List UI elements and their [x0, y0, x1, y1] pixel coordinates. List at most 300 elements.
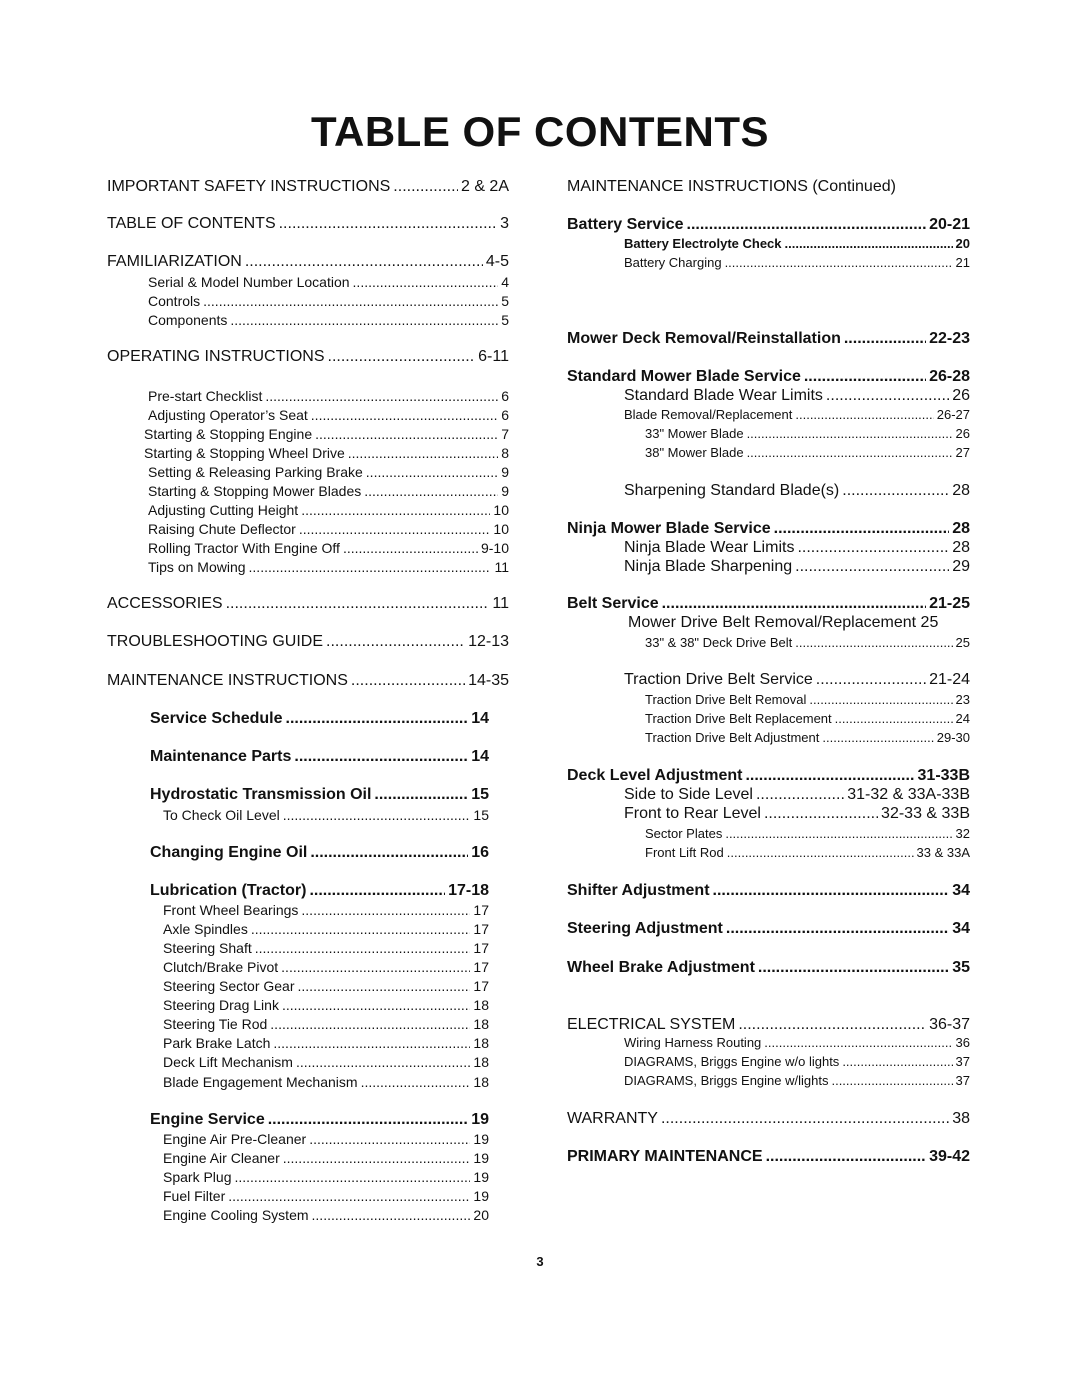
dot-leader [255, 941, 471, 955]
toc-entry-maintenance-instructions [107, 673, 509, 689]
toc-entry-label: Traction Drive Belt Adjustment [645, 730, 820, 745]
dot-leader [268, 1112, 468, 1128]
toc-entry-label: Engine Air Cleaner [163, 1150, 280, 1166]
toc-entry-label: Adjusting Cutting Height [148, 502, 299, 518]
toc-entry-page: 14-35 [468, 672, 509, 689]
toc-entry-page: 38 [952, 1110, 970, 1127]
toc-entry-page: 7 [501, 426, 509, 442]
toc-entry-page: 34 [952, 882, 970, 899]
toc-entry-sector-plates [645, 827, 970, 840]
toc-entry-page: 32-33 & 33B [881, 805, 970, 822]
toc-entry-ninja-mower-blade-service [567, 521, 970, 537]
dot-leader [758, 960, 949, 976]
dot-leader [745, 768, 914, 784]
toc-entry-familiarization [107, 254, 509, 270]
toc-entry-label: Battery Service [567, 216, 684, 233]
toc-entry-label: DIAGRAMS, Briggs Engine w/o lights [624, 1054, 840, 1069]
toc-entry-page: 4-5 [485, 253, 509, 270]
toc-entry-label: DIAGRAMS, Briggs Engine w/lights [624, 1073, 829, 1088]
toc-entry-label: Pre-start Checklist [148, 388, 263, 404]
toc-entry-label: 33" Mower Blade [645, 426, 744, 441]
toc-entry-front-to-rear-level [624, 806, 970, 822]
toc-entry-side-to-side-level [624, 787, 970, 803]
toc-entry-label: Front to Rear Level [624, 805, 761, 822]
dot-leader [842, 483, 949, 499]
dot-leader [361, 1075, 471, 1089]
toc-entry-traction-drive-belt-removal [645, 693, 970, 706]
toc-entry-page: 6 [501, 407, 509, 423]
toc-entry-starting-stopping-engine [144, 427, 509, 441]
toc-entry-page: 29 [952, 558, 970, 575]
toc-entry-page: 17 [473, 978, 489, 994]
toc-entry-primary-maintenance [567, 1149, 970, 1165]
dot-leader [279, 216, 497, 232]
toc-entry-page: 28 [952, 520, 970, 537]
dot-leader [713, 883, 950, 899]
toc-entry-blade-engagement-mechanism [163, 1075, 489, 1089]
toc-entry-label: Wheel Brake Adjustment [567, 959, 755, 976]
dot-leader [795, 408, 933, 421]
dot-leader [726, 921, 949, 937]
toc-entry-steering-adjustment [567, 921, 970, 937]
toc-entry-page: 18 [473, 1054, 489, 1070]
toc-entry-page: 20 [473, 1207, 489, 1223]
toc-entry-to-check-oil-level [163, 808, 489, 822]
dot-leader [687, 217, 927, 233]
toc-entry-page: 19 [473, 1169, 489, 1185]
toc-entry-page: 17 [473, 902, 489, 918]
toc-entry-page: 39-42 [929, 1148, 970, 1165]
dot-leader [234, 1170, 470, 1184]
toc-entry-battery-service [567, 217, 970, 233]
dot-leader [747, 446, 953, 459]
dot-leader [282, 998, 470, 1012]
toc-entry-lubrication-tractor [150, 883, 489, 899]
toc-entry-page: 6-11 [478, 348, 509, 365]
toc-entry-page: 36 [955, 1035, 970, 1050]
dot-leader [283, 1151, 471, 1165]
toc-entry-label: Ninja Blade Wear Limits [624, 539, 795, 556]
toc-entry-38-mower-blade [645, 446, 970, 459]
toc-entry-label: Deck Level Adjustment [567, 767, 743, 784]
toc-entry-raising-chute-deflector [148, 522, 509, 536]
toc-entry-pre-start-checklist [148, 389, 509, 403]
dot-leader [249, 560, 492, 574]
dot-leader [797, 540, 949, 556]
toc-entry-page: 9 [501, 483, 509, 499]
toc-entry-page: 24 [955, 711, 970, 726]
toc-entry-page: 26 [955, 426, 970, 441]
toc-entry-33-mower-blade [645, 427, 970, 440]
toc-entry-label: Standard Blade Wear Limits [624, 387, 823, 404]
toc-entry-steering-tie-rod [163, 1017, 489, 1031]
toc-entry-page: 34 [952, 920, 970, 937]
toc-entry-diagrams-briggs-engine-w-lights [624, 1074, 970, 1087]
dot-leader [795, 636, 952, 649]
dot-leader [311, 408, 498, 422]
toc-entry-page: 21 [955, 255, 970, 270]
toc-entry-page: 25 [955, 635, 970, 650]
toc-entry-page: 6 [501, 388, 509, 404]
toc-entry-operating-instructions [107, 349, 509, 365]
toc-entry-label: Steering Drag Link [163, 997, 279, 1013]
page-number: 3 [536, 1254, 544, 1269]
toc-entry-page: 37 [955, 1054, 970, 1069]
toc-entry-label: Engine Service [150, 1111, 265, 1128]
dot-leader [366, 465, 498, 479]
toc-entry-label: Steering Adjustment [567, 920, 723, 937]
dot-leader [348, 446, 498, 460]
dot-leader [296, 1055, 470, 1069]
toc-entry-page: 28 [952, 539, 970, 556]
toc-entry-serial-model-number-location [148, 275, 509, 289]
dot-leader [203, 294, 498, 308]
toc-entry-page: 5 [501, 293, 509, 309]
dot-leader [826, 388, 949, 404]
toc-entry-rolling-tractor-with-engine-off [148, 541, 509, 555]
toc-entry-label: Starting & Stopping Wheel Drive [144, 445, 345, 461]
toc-entry-page: 10 [493, 502, 509, 518]
toc-entry-label: Ninja Blade Sharpening [624, 558, 793, 575]
toc-entry-belt-service [567, 596, 970, 612]
toc-entry-page: 19 [473, 1131, 489, 1147]
dot-leader [273, 1036, 470, 1050]
toc-entry-page: 18 [473, 1074, 489, 1090]
toc-entry-label: Standard Mower Blade Service [567, 368, 801, 385]
dot-leader [835, 712, 953, 725]
toc-entry-engine-cooling-system [163, 1208, 489, 1222]
toc-entry-components [148, 313, 509, 327]
toc-entry-page: 11 [494, 559, 509, 575]
toc-entry-label: Adjusting Operator’s Seat [148, 407, 308, 423]
toc-entry-page: 8 [501, 445, 509, 461]
toc-entry-steering-shaft [163, 941, 489, 955]
toc-entry-label: Front Wheel Bearings [163, 902, 299, 918]
dot-leader [270, 1017, 470, 1031]
toc-entry-wheel-brake-adjustment [567, 960, 970, 976]
toc-entry-engine-service [150, 1112, 489, 1128]
toc-entry-label: Shifter Adjustment [567, 882, 710, 899]
toc-entry-ninja-blade-wear-limits [624, 540, 970, 556]
dot-leader [301, 903, 470, 917]
dot-leader [725, 827, 952, 840]
toc-entry-maintenance-parts [150, 749, 489, 765]
toc-entry-label: WARRANTY [567, 1110, 658, 1127]
dot-leader [226, 596, 490, 612]
toc-entry-label: Wiring Harness Routing [624, 1035, 762, 1050]
toc-entry-page: 22-23 [929, 330, 970, 347]
toc-entry-mower-deck-removal-reinstallation [567, 331, 970, 347]
toc-entry-page: 15 [473, 807, 489, 823]
toc-entry-battery-charging [624, 256, 970, 269]
dot-leader [228, 1189, 470, 1203]
toc-entry-deck-level-adjustment [567, 768, 970, 784]
dot-leader [328, 349, 476, 365]
toc-entry-label: Steering Shaft [163, 940, 252, 956]
toc-entry-label: Hydrostatic Transmission Oil [150, 786, 372, 803]
toc-entry-important-safety-instructions [107, 179, 509, 195]
toc-entry-page: 28 [952, 482, 970, 499]
dot-leader [661, 1111, 949, 1127]
toc-entry-page: 33 & 33A [916, 845, 970, 860]
toc-entry-page: 14 [471, 710, 489, 727]
toc-entry-page: 19 [473, 1188, 489, 1204]
toc-entry-page: 9 [501, 464, 509, 480]
toc-entry-label: Traction Drive Belt Removal [645, 692, 807, 707]
toc-entry-label: Setting & Releasing Parking Brake [148, 464, 363, 480]
toc-entry-label: Battery Electrolyte Check [624, 236, 782, 251]
toc-entry-adjusting-operator-s-seat [148, 408, 509, 422]
toc-entry-axle-spindles [163, 922, 489, 936]
toc-entry-steering-drag-link [163, 998, 489, 1012]
toc-entry-page: 4 [501, 274, 509, 290]
toc-entry-label: Spark Plug [163, 1169, 232, 1185]
toc-entry-page: 21-24 [929, 671, 970, 688]
toc-entry-traction-drive-belt-adjustment [645, 731, 970, 744]
dot-leader [353, 275, 499, 289]
toc-entry-label: Tips on Mowing [148, 559, 246, 575]
dot-leader [326, 634, 465, 650]
toc-entry-page: 29-30 [936, 730, 970, 745]
dot-leader [351, 673, 465, 689]
toc-entry-page: 17 [473, 940, 489, 956]
dot-leader [301, 503, 490, 517]
toc-entry-engine-air-pre-cleaner [163, 1132, 489, 1146]
toc-entry-page: 26-27 [936, 407, 970, 422]
toc-entry-page: 17 [473, 921, 489, 937]
toc-entry-label: Battery Charging [624, 255, 722, 270]
toc-entry-troubleshooting-guide [107, 634, 509, 650]
toc-entry-page: 5 [501, 312, 509, 328]
toc-entry-page: 10 [493, 521, 509, 537]
toc-entry-page: 26-28 [929, 368, 970, 385]
dot-leader [774, 521, 950, 537]
toc-entry-service-schedule [150, 711, 489, 727]
toc-entry-label: Lubrication (Tractor) [150, 882, 307, 899]
toc-entry-page: 35 [952, 959, 970, 976]
toc-entry-label: IMPORTANT SAFETY INSTRUCTIONS [107, 178, 391, 195]
dot-leader [343, 541, 478, 555]
toc-entry-label: Ninja Mower Blade Service [567, 520, 771, 537]
toc-entry-label: TROUBLESHOOTING GUIDE [107, 633, 324, 650]
toc-entry-changing-engine-oil [150, 845, 489, 861]
toc-entry-front-wheel-bearings [163, 903, 489, 917]
toc-entry-page: 23 [955, 692, 970, 707]
toc-entry-page: 19 [473, 1150, 489, 1166]
toc-entry-label: Front Lift Rod [645, 845, 724, 860]
toc-entry-standard-mower-blade-service [567, 369, 970, 385]
dot-leader [764, 806, 878, 822]
toc-entry-page: 32 [955, 826, 970, 841]
toc-entry-label: Clutch/Brake Pivot [163, 959, 279, 975]
toc-entry-page: 31-33B [917, 767, 970, 784]
toc-entry-page: 17-18 [448, 882, 489, 899]
dot-leader [299, 522, 491, 536]
toc-entry-fuel-filter [163, 1189, 489, 1203]
dot-leader [230, 313, 498, 327]
toc-entry-hydrostatic-transmission-oil [150, 787, 489, 803]
toc-entry-label: 33" & 38" Deck Drive Belt [645, 635, 793, 650]
toc-entry-page: 15 [471, 786, 489, 803]
toc-entry-page: 9-10 [480, 540, 509, 556]
dot-leader [738, 1017, 926, 1033]
dot-leader [764, 1036, 952, 1049]
toc-entry-label: Engine Cooling System [163, 1207, 309, 1223]
toc-entry-page: 2 & 2A [460, 178, 509, 195]
toc-entry-clutch-brake-pivot [163, 960, 489, 974]
toc-entry-label: Components [148, 312, 228, 328]
toc-entry-traction-drive-belt-replacement [645, 712, 970, 725]
toc-entry-label: FAMILIARIZATION [107, 253, 242, 270]
toc-entry-page: 26 [952, 387, 970, 404]
toc-entry-label: TABLE OF CONTENTS [107, 215, 276, 232]
toc-entry-page: 3 [500, 215, 509, 232]
dot-leader [844, 331, 926, 347]
dot-leader [842, 1055, 952, 1068]
toc-entry-page: 17 [473, 959, 489, 975]
toc-entry-page: 14 [471, 748, 489, 765]
toc-entry-label: ELECTRICAL SYSTEM [567, 1016, 736, 1033]
toc-entry-label: Starting & Stopping Engine [144, 426, 313, 442]
dot-leader [309, 1132, 470, 1146]
dot-leader [245, 254, 483, 270]
toc-entry-label: Steering Sector Gear [163, 978, 295, 994]
toc-entry-blade-removal-replacement [624, 408, 970, 421]
toc-entry-page: 19 [471, 1111, 489, 1128]
toc-entry-steering-sector-gear [163, 979, 489, 993]
dot-leader [309, 883, 445, 899]
toc-entry-page: 20-21 [929, 216, 970, 233]
toc-entry-traction-drive-belt-service [624, 672, 970, 688]
toc-entry-label: Raising Chute Deflector [148, 521, 296, 537]
toc-entry-label: Traction Drive Belt Service [624, 671, 813, 688]
toc-entry-ninja-blade-sharpening [624, 559, 970, 575]
toc-entry-starting-stopping-mower-blades [148, 484, 509, 498]
toc-entry-table-of-contents [107, 216, 509, 232]
toc-entry-label: PRIMARY MAINTENANCE [567, 1148, 763, 1165]
dot-leader [294, 749, 468, 765]
toc-entry-controls [148, 294, 509, 308]
toc-entry-label: Mower Drive Belt Removal/Replacement 25 [628, 614, 939, 631]
toc-entry-label: Steering Tie Rod [163, 1016, 268, 1032]
dot-leader [286, 711, 469, 727]
toc-entry-page: 27 [955, 445, 970, 460]
toc-entry-label: To Check Oil Level [163, 807, 280, 823]
toc-entry-page: 21-25 [929, 595, 970, 612]
dot-leader [312, 1208, 471, 1222]
toc-entry-engine-air-cleaner [163, 1151, 489, 1165]
toc-entry-label: Side to Side Level [624, 786, 753, 803]
toc-entry-accessories [107, 596, 509, 612]
dot-leader [310, 845, 468, 861]
toc-entry-diagrams-briggs-engine-w-o-lights [624, 1055, 970, 1068]
dot-leader [756, 787, 844, 803]
dot-leader [809, 693, 952, 706]
toc-entry-label: Sharpening Standard Blade(s) [624, 482, 840, 499]
toc-entry-label: Service Schedule [150, 710, 283, 727]
toc-entry-tips-on-mowing [148, 560, 509, 574]
dot-leader [298, 979, 471, 993]
dot-leader [662, 596, 926, 612]
toc-entry-adjusting-cutting-height [148, 503, 509, 517]
toc-entry-page: 18 [473, 997, 489, 1013]
toc-entry-label: ACCESSORIES [107, 595, 223, 612]
toc-entry-label: Starting & Stopping Mower Blades [148, 483, 362, 499]
toc-entry-shifter-adjustment [567, 883, 970, 899]
toc-entry-label: Sector Plates [645, 826, 723, 841]
dot-leader [816, 672, 926, 688]
toc-entry-sharpening-standard-blade-s [624, 483, 970, 499]
toc-entry-label: Mower Deck Removal/Reinstallation [567, 330, 841, 347]
toc-entry-starting-stopping-wheel-drive [144, 446, 509, 460]
toc-entry-electrical-system [567, 1017, 970, 1033]
dot-leader [281, 960, 470, 974]
toc-entry-label: Changing Engine Oil [150, 844, 308, 861]
toc-entry-label: Belt Service [567, 595, 659, 612]
toc-entry-park-brake-latch [163, 1036, 489, 1050]
dot-leader [795, 559, 949, 575]
dot-leader [374, 787, 468, 803]
dot-leader [393, 179, 458, 195]
toc-entry-label: Park Brake Latch [163, 1035, 271, 1051]
toc-entry-standard-blade-wear-limits [624, 388, 970, 404]
dot-leader [785, 237, 953, 250]
toc-entry-label: OPERATING INSTRUCTIONS [107, 348, 325, 365]
dot-leader [804, 369, 926, 385]
toc-entry-label: Maintenance Parts [150, 748, 292, 765]
toc-entry-page: 11 [492, 595, 509, 612]
toc-entry-page: 18 [473, 1035, 489, 1051]
dot-leader [251, 922, 471, 936]
toc-entry-battery-electrolyte-check [624, 237, 970, 250]
toc-entry-front-lift-rod [645, 846, 970, 859]
dot-leader [265, 389, 498, 403]
toc-entry-deck-lift-mechanism [163, 1055, 489, 1069]
toc-entry-label: Axle Spindles [163, 921, 248, 937]
toc-entry-setting-releasing-parking-brake [148, 465, 509, 479]
right-column-header: MAINTENANCE INSTRUCTIONS (Continued) [567, 178, 896, 195]
toc-entry-page: 31-32 & 33A-33B [847, 786, 970, 803]
page-title: TABLE OF CONTENTS [310, 108, 770, 155]
toc-entry-label: 38" Mower Blade [645, 445, 744, 460]
toc-entry-label: Fuel Filter [163, 1188, 226, 1204]
dot-leader [283, 808, 471, 822]
toc-entry-mower-drive-belt-removal-replacement-25 [628, 615, 970, 631]
toc-entry-label: Engine Air Pre-Cleaner [163, 1131, 307, 1147]
dot-leader [725, 256, 953, 269]
toc-entry-label: Traction Drive Belt Replacement [645, 711, 832, 726]
dot-leader [822, 731, 933, 744]
toc-entry-page: 16 [471, 844, 489, 861]
toc-entry-label: Deck Lift Mechanism [163, 1054, 293, 1070]
dot-leader [364, 484, 498, 498]
toc-entry-page: 12-13 [468, 633, 509, 650]
toc-entry-spark-plug [163, 1170, 489, 1184]
dot-leader [766, 1149, 927, 1165]
toc-entry-page: 37 [955, 1073, 970, 1088]
toc-entry-label: Controls [148, 293, 201, 309]
dot-leader [727, 846, 914, 859]
toc-entry-page: 18 [473, 1016, 489, 1032]
dot-leader [831, 1074, 952, 1087]
toc-entry-33-38-deck-drive-belt [645, 636, 970, 649]
toc-entry-label: Serial & Model Number Location [148, 274, 350, 290]
dot-leader [747, 427, 953, 440]
dot-leader [315, 427, 498, 441]
toc-entry-label: MAINTENANCE INSTRUCTIONS [107, 672, 348, 689]
toc-entry-wiring-harness-routing [624, 1036, 970, 1049]
toc-entry-page: 20 [955, 236, 970, 251]
